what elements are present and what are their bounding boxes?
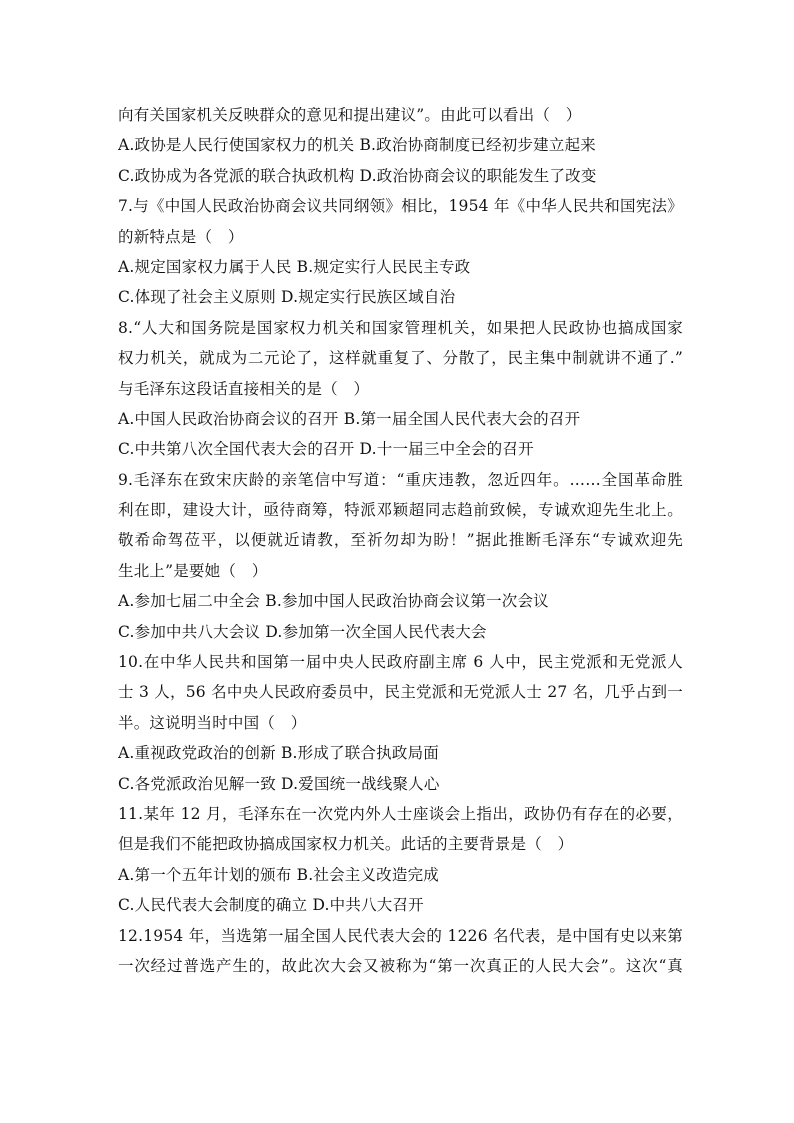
option-line: C.人民代表大会制度的确立 D.中共八大召开: [118, 896, 424, 915]
text-line: 的新特点是（ ）: [118, 227, 244, 246]
option-line: A.规定国家权力属于人民 B.规定实行人民民主专政: [118, 257, 471, 276]
option-line: C.体现了社会主义原则 D.规定实行民族区域自治: [118, 288, 456, 307]
text-line: 与毛泽东这段话直接相关的是（ ）: [118, 379, 370, 398]
question-11: 11.某年 12 月，毛泽东在一次党内外人士座谈会上指出，政协仍有存在的必要，: [118, 804, 683, 823]
text-line: 士 3 人，56 名中央人民政府委员中，民主党派和无党派人士 27 名，几乎占到一: [118, 683, 683, 702]
text-line: 向有关国家机关反映群众的意见和提出建议”。由此可以看出（ ）: [118, 106, 582, 124]
option-line: C.中共第八次全国代表大会的召开 D.十一届三中全会的召开: [118, 440, 534, 459]
text-line: 但是我们不能把政协搞成国家权力机关。此话的主要背景是（ ）: [118, 835, 574, 854]
question-8: 8.“人大和国务院是国家权力机关和国家管理机关，如果把人民政协也搞成国家: [118, 318, 683, 337]
document-body: [118, 100, 683, 981]
text-line: 敬希命驾莅平，以便就近请教，至祈勿却为盼！”据此推断毛泽东“专诚欢迎先: [118, 531, 683, 550]
option-line: A.参加七届二中全会 B.参加中国人民政治协商会议第一次会议: [118, 592, 549, 611]
option-line: C.政协成为各党派的联合执政机构 D.政治协商会议的职能发生了改变: [118, 166, 597, 185]
option-line: A.重视政党政治的创新 B.形成了联合执政局面: [118, 744, 439, 763]
question-9: 9.毛泽东在致宋庆龄的亲笔信中写道：“重庆违教，忽近四年。……全国革命胜: [118, 470, 683, 489]
option-line: C.各党派政治见解一致 D.爱国统一战线聚人心: [118, 774, 440, 793]
text-line: 半。这说明当时中国（ ）: [118, 713, 307, 732]
text-line: 一次经过普选产生的，故此次大会又被称为“第一次真正的人民大会”。这次“真: [118, 956, 683, 975]
option-line: C.参加中共八大会议 D.参加第一次全国人民代表大会: [118, 622, 487, 641]
option-line: A.第一个五年计划的颁布 B.社会主义改造完成: [118, 865, 439, 884]
text-line: 利在即，建设大计，亟待商筹，特派邓颖超同志趋前致候，专诚欢迎先生北上。: [118, 501, 683, 520]
option-line: A.政协是人民行使国家权力的机关 B.政治协商制度已经初步建立起来: [118, 136, 596, 155]
question-7: 7.与《中国人民政治协商会议共同纲领》相比，1954 年《中华人民共和国宪法》: [118, 197, 683, 216]
question-10: 10.在中华人民共和国第一届中央人民政府副主席 6 人中，民主党派和无党派人: [118, 653, 683, 672]
question-12: 12.1954 年，当选第一届全国人民代表大会的 1226 名代表，是中国有史以来第: [118, 926, 683, 945]
text-line: 权力机关，就成为二元论了，这样就重复了、分散了，民主集中制就讲不通了.”: [118, 349, 683, 368]
option-line: A.中国人民政治协商会议的召开 B.第一届全国人民代表大会的召开: [118, 409, 581, 428]
text-line: 生北上”是要她（ ）: [118, 561, 268, 580]
